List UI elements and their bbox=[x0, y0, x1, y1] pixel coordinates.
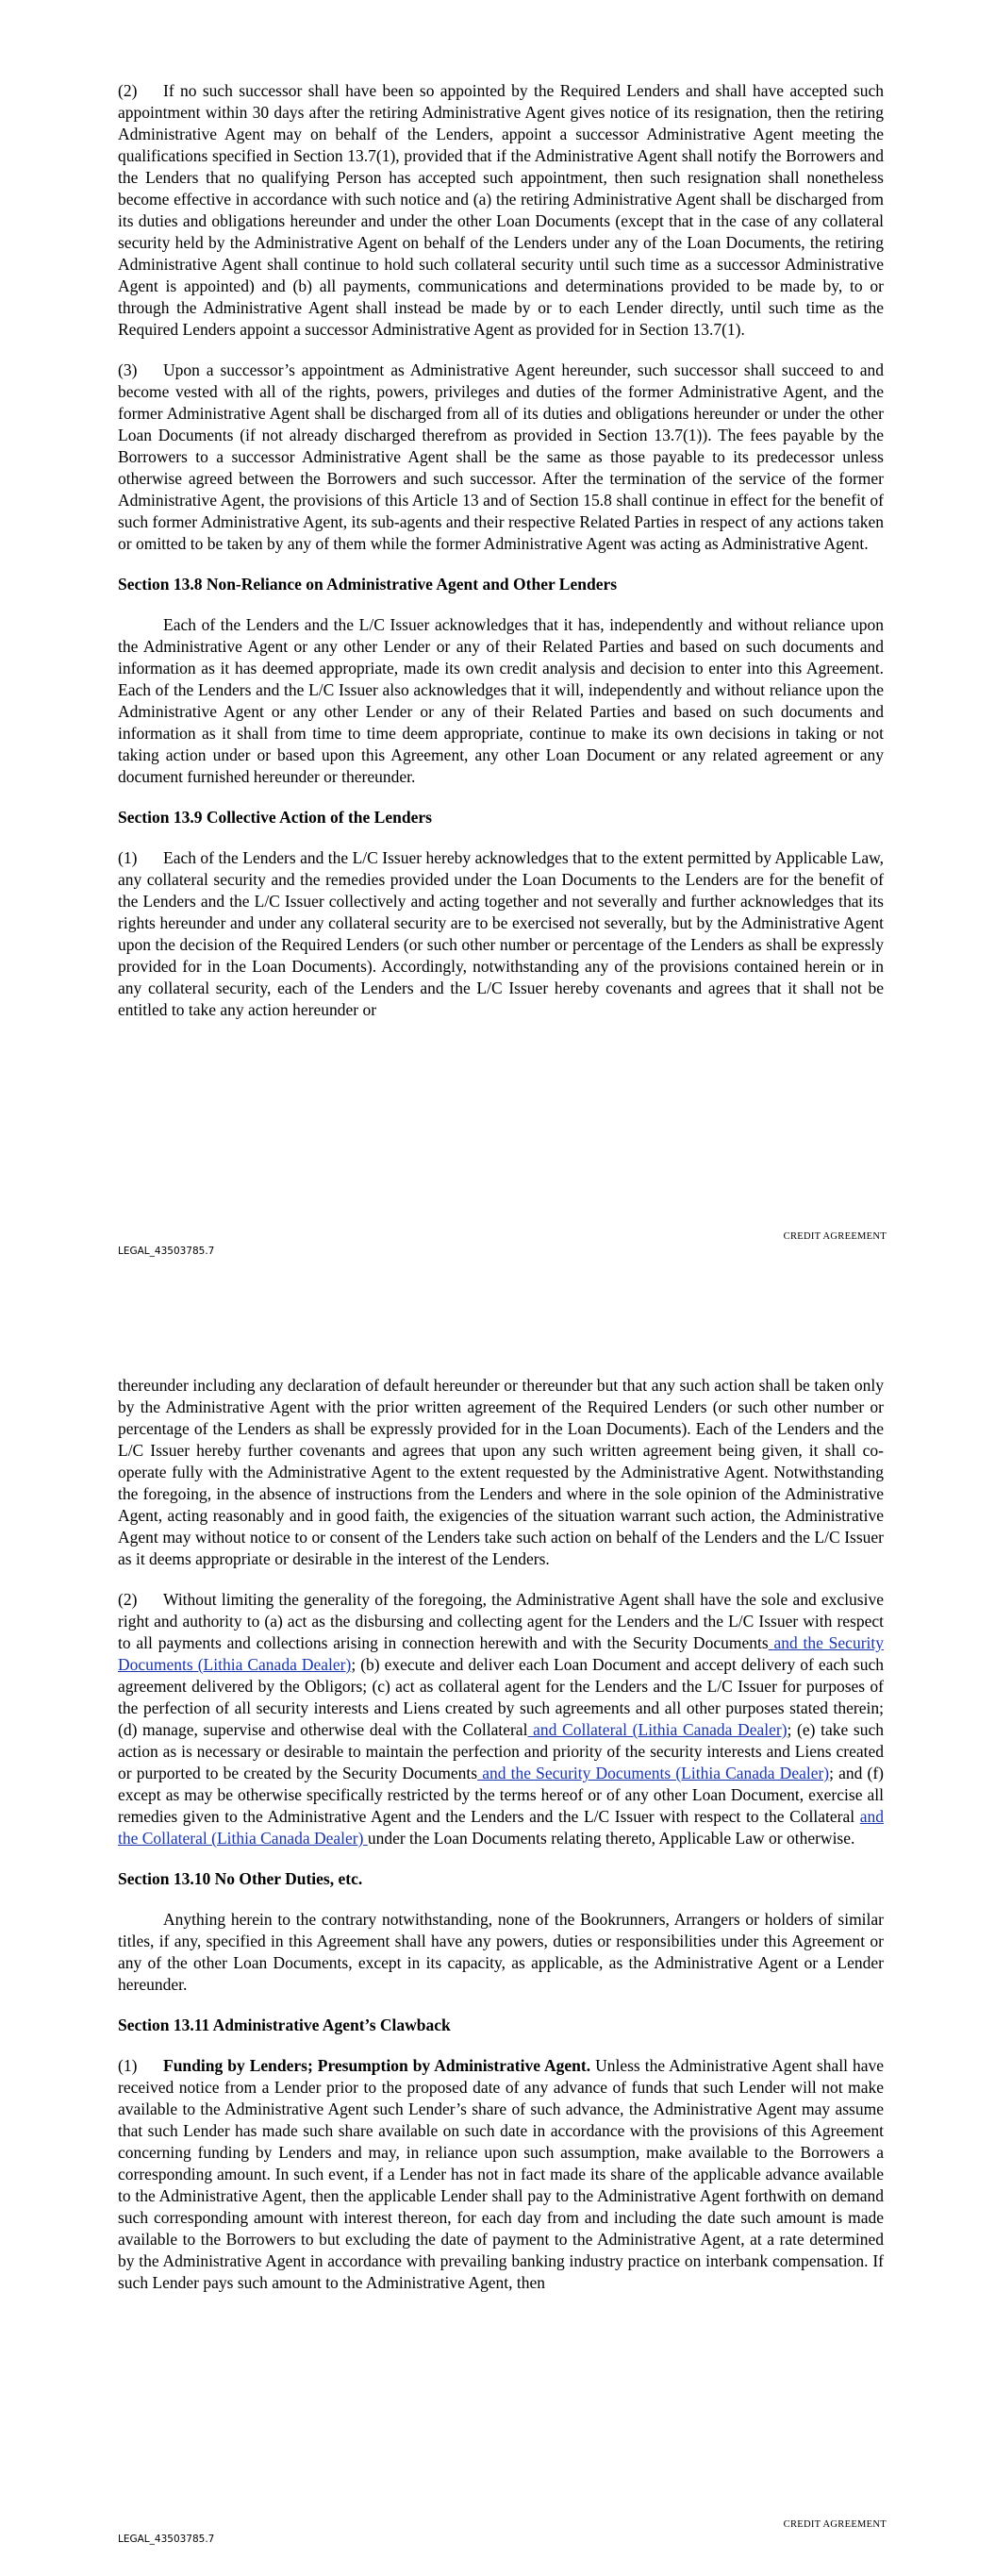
paragraph-text: Each of the Lenders and the L/C Issuer hereby acknowledges that to the extent permitted by Applicable Law, any collateral security and the remedies provided under the Loan Documents to the Lenders are for the benefit of the Lenders and the L/C Issuer collectively and acting together and not severally and further acknowledges that its rights hereunder and under any collateral security are to be exercised not severally, but by the Administrative Agent upon the decision of the Required Lenders (or such other number or percentage of the Lenders as shall be expressly provided for in the Loan Documents). Accordingly, notwithstanding any of the provisions contained herein or in any collateral security, each of the Lenders and the L/C Issuer hereby covenants and agrees that it shall not be entitled to take any action hereunder or bbox=[118, 848, 884, 1019]
paragraph-text: Upon a successor’s appointment as Administrative Agent hereunder, such successor shall succeed to and become vested with all of the rights, powers, privileges and duties of the former Administrative Agent, and the former Administrative Agent shall be discharged from all of its duties and obligations hereunder or under the other Loan Documents (if not already discharged therefrom as provided in Section 13.7(1)). The fees payable by the Borrowers to a successor Administrative Agent shall be the same as those payable to its predecessor unless otherwise agreed between the Borrowers and such successor. After the termination of the service of the former Administrative Agent, the provisions of this Article 13 and of Section 15.8 shall continue in effect for the benefit of such former Administrative Agent, its sub-agents and their respective Related Parties in respect of any actions taken or omitted to be taken by any of them while the former Administrative Agent was acting as Administrative Agent. bbox=[118, 360, 884, 553]
section-13-9-heading: Section 13.9 Collective Action of the Lenders bbox=[118, 808, 432, 827]
section-13-9-1-continued: thereunder including any declaration of default hereunder or thereunder but that any such action shall be taken only by the Administrative Agent with the prior written agreement of the Required Lenders (or such other number or percentage of the Lenders as shall be expressly provided for in the Loan Documents). Each of the Lenders and the L/C Issuer hereby further covenants and agrees that upon any such written agreement being given, it shall co-operate fully with the Administrative Agent to the extent requested by the Administrative Agent. Notwithstanding the foregoing, in the absence of instructions from the Lenders and where in the sole opinion of the Administrative Agent, acting reasonably and in good faith, the exigencies of the situation warrant such action, the Administrative Agent may without notice to or consent of the Lenders take such action on behalf of the Lenders and the L/C Issuer as it deems appropriate or desirable in the interest of the Lenders. bbox=[118, 1376, 884, 1568]
document-page-2 bbox=[0, 1288, 995, 2576]
inserted-text-link[interactable]: and the Security Documents (Lithia Canada Dealer) bbox=[477, 1764, 830, 1782]
paragraph-text: ; (b) execute and deliver each Loan Document and accept delivery of each such agreement delivered by the Obligors; (c) act as collateral agent for the Lenders and the L/C Issuer for purposes of the perfection of all security interests and Liens created by such agreements and all other purposes stated therein; (d) manage, supervise and otherwise deal with the Collateral bbox=[118, 1655, 884, 1739]
section-13-9-2 bbox=[118, 1589, 884, 1849]
inserted-text-link[interactable]: and the Collateral (Lithia Canada Dealer) bbox=[118, 1807, 884, 1848]
section-13-8-text: Each of the Lenders and the L/C Issuer acknowledges that it has, independently and without reliance upon the Administrative Agent or any other Lender or any of their Related Parties and based on such documents and information as it has deemed appropriate, made its own credit analysis and decision to enter into this Agreement. Each of the Lenders and the L/C Issuer also acknowledges that it will, independently and without reliance upon the Administrative Agent or any other Lender or any of their Related Parties and based on such documents and information as it shall from time to time deem appropriate, continue to make its own decisions in taking or not taking action under or based upon this Agreement, any other Loan Document or any related agreement or any document furnished hereunder or thereunder. bbox=[118, 615, 884, 786]
section-13-10-text: Anything herein to the contrary notwithstanding, none of the Bookrunners, Arrangers or holders of similar titles, if any, specified in this Agreement shall have any powers, duties or responsibilities under this Agreement or any of the other Loan Documents, except in its capacity, as applicable, as the Administrative Agent or a Lender hereunder. bbox=[118, 1910, 884, 1994]
page-2-body bbox=[118, 1375, 884, 2313]
paragraph-text: Unless the Administrative Agent shall have received notice from a Lender prior to the proposed date of any advance of funds that such Lender will not make available to the Administrative Agent such Lender’s share of such advance, the Administrative Agent may assume that such Lender has made such share available on such date in accordance with the provisions of this Agreement concerning funding by Lenders and may, in reliance upon such assumption, make available to the Borrowers a corresponding amount. In such event, if a Lender has not in fact made its share of the applicable advance available to the Administrative Agent, then the applicable Lender shall pay to the Administrative Agent forthwith on demand such corresponding amount with interest thereon, for each day from and including the date such amount is made available to the Borrowers to but excluding the date of payment to the Administrative Agent, at a rate determined by the Administrative Agent in accordance with prevailing banking industry practice on interbank compensation. If such Lender pays such amount to the Administrative Agent, then bbox=[118, 2056, 884, 2292]
paragraph-text: Without limiting the generality of the foregoing, the Administrative Agent shall have the sole and exclusive right and authority to (a) act as the disbursing and collecting agent for the Lenders and the L/C Issuer with respect to all payments and collections arising in connection herewith and with the Security Documents bbox=[118, 1590, 884, 1652]
paragraph-number: (2) bbox=[118, 81, 138, 100]
inserted-text-link[interactable]: and Collateral (Lithia Canada Dealer) bbox=[527, 1720, 788, 1739]
footer-document-id: LEGAL_43503785.7 bbox=[118, 1246, 215, 1257]
section-13-10-heading: Section 13.10 No Other Duties, etc. bbox=[118, 1869, 363, 1888]
paragraph-number: (2) bbox=[118, 1590, 138, 1609]
paragraph-number: (1) bbox=[118, 848, 138, 867]
section-13-11-heading: Section 13.11 Administrative Agent’s Clawback bbox=[118, 2016, 451, 2034]
section-13-9-1 bbox=[118, 847, 884, 1021]
section-13-7-3 bbox=[118, 360, 884, 555]
page-1-body bbox=[118, 80, 884, 1040]
inserted-text-link[interactable]: and the Security Documents (Lithia Canada Dealer) bbox=[118, 1633, 884, 1674]
paragraph-text: If no such successor shall have been so appointed by the Required Lenders and shall have accepted such appointment within 30 days after the retiring Administrative Agent gives notice of its resignation, then the retiring Administrative Agent may on behalf of the Lenders, appoint a successor Administrative Agent meeting the qualifications specified in Section 13.7(1), provided that if the Administrative Agent shall notify the Borrowers and the Lenders that no qualifying Person has accepted such appointment, then such resignation shall nonetheless become effective in accordance with such notice and (a) the retiring Administrative Agent shall be discharged from its duties and obligations hereunder and under the other Loan Documents (except that in the case of any collateral security held by the Administrative Agent on behalf of the Lenders under any of the Loan Documents, the retiring Administrative Agent shall continue to hold such collateral security until such time as a successor Administrative Agent is appointed) and (b) all payments, communications and determinations provided to be made by, to or through the Administrative Agent shall instead be made by or to each Lender directly, until such time as the Required Lenders appoint a successor Administrative Agent as provided for in Section 13.7(1). bbox=[118, 81, 884, 339]
footer-document-title: CREDIT AGREEMENT bbox=[783, 1231, 887, 1242]
paragraph-number: (3) bbox=[118, 360, 138, 379]
paragraph-text: ; and (f) except as may be otherwise specifically restricted by the terms hereof or of any other Loan Document, exercise all remedies given to the Administrative Agent and the Lenders and the L/C Issuer with respect to the Collateral bbox=[118, 1764, 884, 1826]
section-13-11-1 bbox=[118, 2055, 884, 2294]
footer-document-id: LEGAL_43503785.7 bbox=[118, 2534, 215, 2545]
section-13-8-heading: Section 13.8 Non-Reliance on Administrative Agent and Other Lenders bbox=[118, 575, 618, 594]
paragraph-text: ; (e) take such action as is necessary or desirable to maintain the perfection and priority of the security interests and Liens created or purported to be created by the Security Documents bbox=[118, 1720, 884, 1782]
paragraph-lead-in: Funding by Lenders; Presumption by Administrative Agent. bbox=[163, 2056, 591, 2075]
paragraph-number: (1) bbox=[118, 2056, 138, 2075]
footer-document-title: CREDIT AGREEMENT bbox=[783, 2519, 887, 2530]
section-13-7-2 bbox=[118, 80, 884, 341]
paragraph-text: under the Loan Documents relating thereto, Applicable Law or otherwise. bbox=[367, 1829, 855, 1848]
